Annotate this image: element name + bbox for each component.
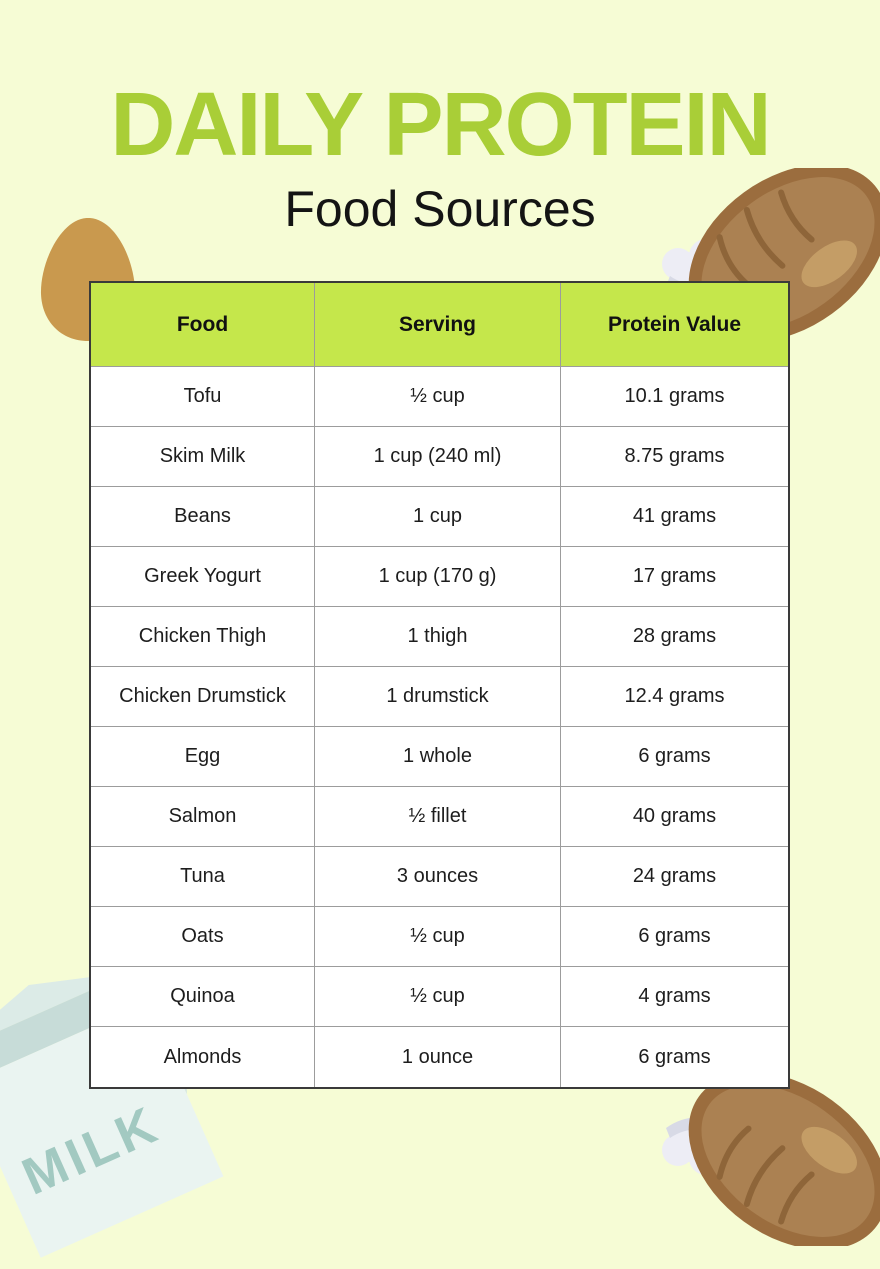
food-cell: Almonds [91, 1027, 315, 1087]
protein-cell: 8.75 grams [624, 445, 725, 467]
serving-cell: 1 cup (240 ml) [315, 427, 561, 486]
serving-cell: 1 ounce [315, 1027, 561, 1087]
serving-cell: 1 drumstick [315, 667, 561, 726]
food-cell: Chicken Thigh [91, 607, 315, 666]
table-row [91, 367, 788, 427]
column-header-food: Food [91, 283, 315, 366]
serving-cell: ½ fillet [315, 787, 561, 846]
food-cell: Tofu [91, 367, 315, 426]
serving-cell: 1 thigh [315, 607, 561, 666]
page-title: DAILY PROTEIN [110, 75, 770, 175]
food-cell: Tuna [91, 847, 315, 906]
serving-cell: ½ cup [315, 907, 561, 966]
table-row [91, 547, 788, 607]
table-row [91, 427, 788, 487]
food-cell: Beans [91, 487, 315, 546]
protein-cell: 12.4 grams [624, 685, 725, 707]
protein-cell: 24 grams [632, 865, 717, 887]
food-cell: Quinoa [91, 967, 315, 1026]
serving-cell: 1 cup [315, 487, 561, 546]
table-row [91, 1027, 788, 1087]
protein-table [89, 281, 790, 1089]
protein-cell: 41 grams [632, 505, 717, 527]
protein-cell: 17 grams [632, 565, 717, 587]
food-cell: Skim Milk [91, 427, 315, 486]
table-row [91, 907, 788, 967]
protein-cell: 10.1 grams [624, 385, 725, 407]
table-row [91, 847, 788, 907]
serving-cell: ½ cup [315, 367, 561, 426]
table-row [91, 487, 788, 547]
table-row [91, 667, 788, 727]
food-cell: Salmon [91, 787, 315, 846]
serving-cell: 3 ounces [315, 847, 561, 906]
serving-cell: 1 cup (170 g) [315, 547, 561, 606]
column-header-serving: Serving [315, 283, 561, 366]
food-cell: Egg [91, 727, 315, 786]
milk-label: MILK [14, 1095, 169, 1207]
food-cell: Chicken Drumstick [91, 667, 315, 726]
table-row [91, 967, 788, 1027]
food-cell: Oats [91, 907, 315, 966]
protein-cell: 6 grams [638, 925, 711, 947]
page-subtitle: Food Sources [284, 181, 596, 237]
table-row [91, 787, 788, 847]
protein-cell: 6 grams [638, 1045, 711, 1068]
table-header-row [91, 283, 788, 367]
protein-cell: 6 grams [638, 745, 711, 767]
serving-cell: ½ cup [315, 967, 561, 1026]
column-header-protein-value: Protein Value [607, 312, 742, 336]
protein-cell: 40 grams [632, 805, 717, 827]
food-cell: Greek Yogurt [91, 547, 315, 606]
serving-cell: 1 whole [315, 727, 561, 786]
protein-cell: 4 grams [638, 985, 711, 1007]
protein-cell: 28 grams [632, 625, 717, 647]
table-row [91, 607, 788, 667]
table-row [91, 727, 788, 787]
